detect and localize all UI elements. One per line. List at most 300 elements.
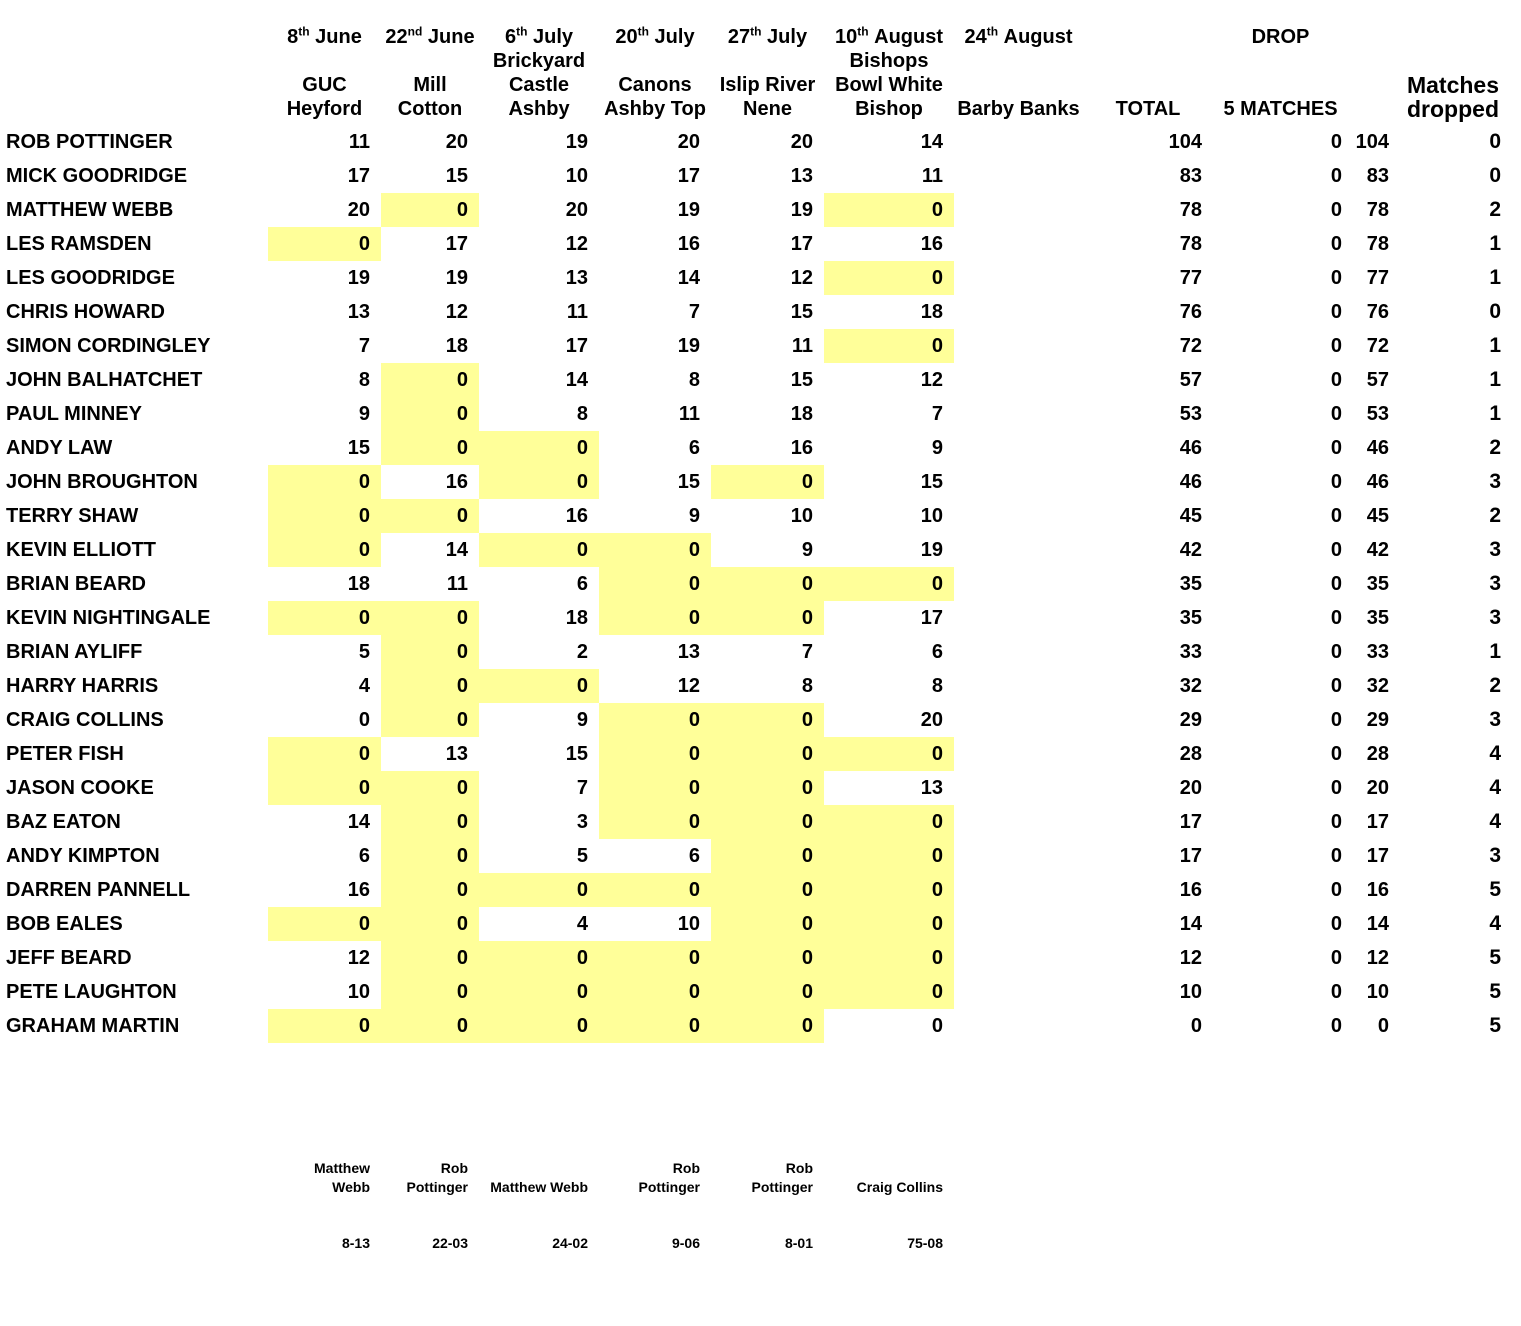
score-cell[interactable]: 2 <box>576 641 588 663</box>
five-matches-cell[interactable]: 0 <box>1330 913 1342 935</box>
empty-cell[interactable] <box>954 193 1083 227</box>
empty-cell[interactable] <box>954 125 1083 159</box>
score-cell[interactable]: 16 <box>920 233 943 255</box>
matches-dropped-cell[interactable]: 1 <box>1489 334 1501 357</box>
player-name[interactable]: LES RAMSDEN <box>6 233 152 255</box>
score-cell-dropped[interactable]: 0 <box>824 567 954 601</box>
empty-cell[interactable] <box>954 431 1083 465</box>
score-cell-dropped[interactable]: 0 <box>824 873 954 907</box>
player-name[interactable]: TERRY SHAW <box>6 505 139 527</box>
five-matches-cell[interactable]: 0 <box>1330 131 1342 153</box>
score-cell-dropped[interactable]: 0 <box>479 873 599 907</box>
player-name[interactable]: ROB POTTINGER <box>6 131 173 153</box>
score-cell[interactable]: 8 <box>688 369 700 391</box>
five-matches-cell[interactable]: 0 <box>1330 777 1342 799</box>
score-cell[interactable]: 10 <box>790 505 813 527</box>
matches-dropped-cell[interactable]: 3 <box>1489 844 1501 867</box>
score-cell-dropped[interactable]: 0 <box>824 329 954 363</box>
five-matches-cell[interactable]: 0 <box>1330 471 1342 493</box>
after-drop-cell[interactable]: 42 <box>1366 539 1389 561</box>
matches-dropped-cell[interactable]: 5 <box>1489 946 1501 969</box>
after-drop-cell[interactable]: 57 <box>1366 369 1389 391</box>
total-cell[interactable]: 33 <box>1179 641 1202 663</box>
after-drop-cell[interactable]: 17 <box>1366 845 1389 867</box>
score-cell[interactable]: 6 <box>688 437 700 459</box>
score-cell[interactable]: 11 <box>348 131 370 153</box>
player-name[interactable]: CRAIG COLLINS <box>6 709 164 731</box>
score-cell-dropped[interactable]: 0 <box>711 737 824 771</box>
score-cell-dropped[interactable]: 0 <box>268 465 381 499</box>
score-cell[interactable]: 3 <box>576 811 588 833</box>
header-col-august-24[interactable] <box>954 25 1083 125</box>
score-cell-dropped[interactable]: 0 <box>381 771 479 805</box>
total-cell[interactable]: 104 <box>1168 131 1202 153</box>
player-name[interactable]: JASON COOKE <box>6 777 154 799</box>
empty-cell[interactable] <box>954 737 1083 771</box>
score-cell-dropped[interactable]: 0 <box>381 941 479 975</box>
score-cell-dropped[interactable]: 0 <box>381 873 479 907</box>
score-cell-dropped[interactable]: 0 <box>479 431 599 465</box>
score-cell[interactable]: 17 <box>920 607 943 629</box>
five-matches-cell[interactable]: 0 <box>1330 845 1342 867</box>
after-drop-cell[interactable]: 78 <box>1366 199 1389 221</box>
score-cell[interactable]: 20 <box>565 199 588 221</box>
score-cell[interactable]: 10 <box>565 165 588 187</box>
score-cell-dropped[interactable]: 0 <box>711 941 824 975</box>
score-cell[interactable]: 6 <box>931 641 943 663</box>
matches-dropped-cell[interactable]: 5 <box>1489 980 1501 1003</box>
score-cell-dropped[interactable]: 0 <box>599 975 711 1009</box>
total-cell[interactable]: 14 <box>1179 913 1202 935</box>
score-cell[interactable]: 12 <box>445 301 468 323</box>
total-cell[interactable]: 46 <box>1179 437 1202 459</box>
empty-cell[interactable] <box>954 261 1083 295</box>
matches-dropped-cell[interactable]: 5 <box>1489 1014 1501 1037</box>
score-cell-dropped[interactable]: 0 <box>824 261 954 295</box>
player-name[interactable]: BOB EALES <box>6 913 123 935</box>
score-cell[interactable]: 9 <box>801 539 813 561</box>
total-cell[interactable]: 10 <box>1179 981 1202 1003</box>
empty-cell[interactable] <box>954 805 1083 839</box>
score-cell-dropped[interactable]: 0 <box>381 635 479 669</box>
total-cell[interactable]: 78 <box>1179 199 1202 221</box>
empty-cell[interactable] <box>954 533 1083 567</box>
score-cell-dropped[interactable]: 0 <box>479 669 599 703</box>
score-cell[interactable]: 19 <box>790 199 813 221</box>
score-cell[interactable]: 19 <box>920 539 943 561</box>
score-cell-dropped[interactable]: 0 <box>711 465 824 499</box>
matches-dropped-cell[interactable]: 3 <box>1489 470 1501 493</box>
score-cell[interactable]: 6 <box>688 845 700 867</box>
player-name[interactable]: HARRY HARRIS <box>6 675 159 697</box>
player-name[interactable]: LES GOODRIDGE <box>6 267 175 289</box>
score-cell[interactable]: 0 <box>358 709 370 731</box>
player-name[interactable]: PAUL MINNEY <box>6 403 142 425</box>
player-name[interactable]: BRIAN BEARD <box>6 573 146 595</box>
five-matches-cell[interactable]: 0 <box>1330 573 1342 595</box>
after-drop-cell[interactable]: 46 <box>1366 437 1389 459</box>
matches-dropped-cell[interactable]: 0 <box>1489 164 1501 187</box>
matches-dropped-cell[interactable]: 3 <box>1489 708 1501 731</box>
score-cell[interactable]: 14 <box>565 369 588 391</box>
player-name[interactable]: KEVIN ELLIOTT <box>6 539 156 561</box>
player-name[interactable]: MICK GOODRIDGE <box>6 165 188 187</box>
score-cell[interactable]: 9 <box>576 709 588 731</box>
score-cell-dropped[interactable]: 0 <box>824 975 954 1009</box>
score-cell[interactable]: 18 <box>790 403 813 425</box>
player-name[interactable]: SIMON CORDINGLEY <box>6 335 211 357</box>
score-cell-dropped[interactable]: 0 <box>381 1009 479 1043</box>
player-name[interactable]: PETE LAUGHTON <box>6 981 177 1003</box>
score-cell-dropped[interactable]: 0 <box>381 601 479 635</box>
empty-cell[interactable] <box>954 839 1083 873</box>
empty-cell[interactable] <box>954 363 1083 397</box>
score-cell[interactable]: 12 <box>347 947 370 969</box>
total-cell[interactable]: 32 <box>1179 675 1202 697</box>
score-cell[interactable]: 13 <box>677 641 700 663</box>
score-cell-dropped[interactable]: 0 <box>824 193 954 227</box>
score-cell[interactable]: 13 <box>445 743 468 765</box>
score-cell[interactable]: 17 <box>565 335 588 357</box>
score-cell[interactable]: 15 <box>790 301 813 323</box>
score-cell-dropped[interactable]: 0 <box>268 227 381 261</box>
score-cell[interactable]: 15 <box>920 471 943 493</box>
score-cell-dropped[interactable]: 0 <box>711 771 824 805</box>
score-cell[interactable]: 16 <box>445 471 468 493</box>
after-drop-cell[interactable]: 14 <box>1366 913 1389 935</box>
header-col-total[interactable] <box>1083 25 1213 125</box>
score-cell[interactable]: 19 <box>677 335 700 357</box>
score-cell-dropped[interactable]: 0 <box>381 907 479 941</box>
header-col-5-matches[interactable] <box>1213 25 1348 125</box>
empty-cell[interactable] <box>954 499 1083 533</box>
score-cell[interactable]: 16 <box>347 879 370 901</box>
matches-dropped-cell[interactable]: 1 <box>1489 640 1501 663</box>
empty-cell[interactable] <box>954 703 1083 737</box>
score-cell[interactable]: 10 <box>347 981 370 1003</box>
score-cell[interactable]: 16 <box>677 233 700 255</box>
score-cell-dropped[interactable]: 0 <box>479 465 599 499</box>
matches-dropped-cell[interactable]: 4 <box>1489 912 1501 935</box>
five-matches-cell[interactable]: 0 <box>1330 301 1342 323</box>
total-cell[interactable]: 45 <box>1179 505 1202 527</box>
score-cell-dropped[interactable]: 0 <box>268 499 381 533</box>
score-cell[interactable]: 18 <box>565 607 588 629</box>
score-cell-dropped[interactable]: 0 <box>268 1009 381 1043</box>
empty-cell[interactable] <box>954 771 1083 805</box>
score-cell-dropped[interactable]: 0 <box>599 805 711 839</box>
score-cell[interactable]: 20 <box>347 199 370 221</box>
score-cell[interactable]: 6 <box>358 845 370 867</box>
player-name[interactable]: PETER FISH <box>6 743 124 765</box>
empty-cell[interactable] <box>954 159 1083 193</box>
after-drop-cell[interactable]: 35 <box>1366 607 1389 629</box>
score-cell[interactable]: 11 <box>791 335 813 357</box>
score-cell[interactable]: 20 <box>790 131 813 153</box>
empty-cell[interactable] <box>954 227 1083 261</box>
score-cell[interactable]: 14 <box>677 267 700 289</box>
score-cell[interactable]: 20 <box>677 131 700 153</box>
score-cell[interactable]: 5 <box>358 641 370 663</box>
five-matches-cell[interactable]: 0 <box>1330 981 1342 1003</box>
score-cell[interactable]: 13 <box>920 777 943 799</box>
header-col-june-22[interactable] <box>381 25 479 125</box>
player-name[interactable]: ANDY LAW <box>6 437 113 459</box>
after-drop-cell[interactable]: 46 <box>1366 471 1389 493</box>
player-name[interactable]: JOHN BROUGHTON <box>6 471 198 493</box>
score-cell-dropped[interactable]: 0 <box>381 703 479 737</box>
player-name[interactable]: MATTHEW WEBB <box>6 199 174 221</box>
matches-dropped-cell[interactable]: 0 <box>1489 300 1501 323</box>
empty-cell[interactable] <box>954 873 1083 907</box>
score-cell-dropped[interactable]: 0 <box>381 975 479 1009</box>
score-cell-dropped[interactable]: 0 <box>711 975 824 1009</box>
matches-dropped-cell[interactable]: 1 <box>1489 402 1501 425</box>
score-cell[interactable]: 7 <box>931 403 943 425</box>
empty-cell[interactable] <box>954 397 1083 431</box>
total-cell[interactable]: 17 <box>1179 811 1202 833</box>
score-cell[interactable]: 8 <box>576 403 588 425</box>
five-matches-cell[interactable]: 0 <box>1330 811 1342 833</box>
after-drop-cell[interactable]: 12 <box>1366 947 1389 969</box>
empty-cell[interactable] <box>954 669 1083 703</box>
empty-cell[interactable] <box>954 567 1083 601</box>
after-drop-cell[interactable]: 45 <box>1366 505 1389 527</box>
total-cell[interactable]: 29 <box>1179 709 1202 731</box>
score-cell[interactable]: 7 <box>576 777 588 799</box>
total-cell[interactable]: 35 <box>1179 573 1202 595</box>
score-cell[interactable]: 12 <box>677 675 700 697</box>
five-matches-cell[interactable]: 0 <box>1330 675 1342 697</box>
total-cell[interactable]: 16 <box>1179 879 1202 901</box>
after-drop-cell[interactable]: 72 <box>1366 335 1389 357</box>
after-drop-cell[interactable]: 17 <box>1366 811 1389 833</box>
player-name[interactable]: CHRIS HOWARD <box>6 301 165 323</box>
matches-dropped-cell[interactable]: 3 <box>1489 572 1501 595</box>
after-drop-cell[interactable]: 78 <box>1366 233 1389 255</box>
score-cell[interactable]: 15 <box>347 437 370 459</box>
five-matches-cell[interactable]: 0 <box>1330 199 1342 221</box>
five-matches-cell[interactable]: 0 <box>1330 233 1342 255</box>
empty-cell[interactable] <box>954 941 1083 975</box>
score-cell[interactable]: 0 <box>931 1015 943 1037</box>
after-drop-cell[interactable]: 16 <box>1366 879 1389 901</box>
score-cell-dropped[interactable]: 0 <box>268 737 381 771</box>
score-cell-dropped[interactable]: 0 <box>711 1009 824 1043</box>
score-cell-dropped[interactable]: 0 <box>381 363 479 397</box>
player-name[interactable]: KEVIN NIGHTINGALE <box>6 607 211 629</box>
score-cell-dropped[interactable]: 0 <box>824 805 954 839</box>
score-cell-dropped[interactable]: 0 <box>381 431 479 465</box>
score-cell[interactable]: 15 <box>565 743 588 765</box>
score-cell-dropped[interactable]: 0 <box>599 601 711 635</box>
score-cell[interactable]: 9 <box>931 437 943 459</box>
matches-dropped-cell[interactable]: 1 <box>1489 232 1501 255</box>
empty-cell[interactable] <box>954 465 1083 499</box>
score-cell[interactable]: 14 <box>347 811 370 833</box>
score-cell-dropped[interactable]: 0 <box>824 907 954 941</box>
matches-dropped-cell[interactable]: 5 <box>1489 878 1501 901</box>
total-cell[interactable]: 28 <box>1179 743 1202 765</box>
score-cell-dropped[interactable]: 0 <box>599 1009 711 1043</box>
matches-dropped-cell[interactable]: 0 <box>1489 130 1501 153</box>
after-drop-cell[interactable]: 32 <box>1366 675 1389 697</box>
score-cell[interactable]: 4 <box>358 675 370 697</box>
score-cell-dropped[interactable]: 0 <box>711 703 824 737</box>
after-drop-cell[interactable]: 33 <box>1366 641 1389 663</box>
total-cell[interactable]: 76 <box>1179 301 1202 323</box>
header-col-july-27[interactable] <box>711 25 824 125</box>
matches-dropped-cell[interactable]: 2 <box>1489 504 1501 527</box>
five-matches-cell[interactable]: 0 <box>1330 641 1342 663</box>
score-cell[interactable]: 9 <box>358 403 370 425</box>
header-col-matches-dropped[interactable] <box>1393 25 1513 125</box>
score-cell[interactable]: 20 <box>920 709 943 731</box>
score-cell[interactable]: 17 <box>347 165 370 187</box>
empty-cell[interactable] <box>954 295 1083 329</box>
five-matches-cell[interactable]: 0 <box>1330 437 1342 459</box>
matches-dropped-cell[interactable]: 4 <box>1489 776 1501 799</box>
total-cell[interactable]: 57 <box>1179 369 1202 391</box>
score-cell[interactable]: 18 <box>445 335 468 357</box>
score-cell[interactable]: 8 <box>801 675 813 697</box>
score-cell[interactable]: 16 <box>790 437 813 459</box>
player-name[interactable]: BRIAN AYLIFF <box>6 641 143 663</box>
total-cell[interactable]: 42 <box>1179 539 1202 561</box>
score-cell[interactable]: 19 <box>565 131 588 153</box>
score-cell[interactable]: 20 <box>445 131 468 153</box>
score-cell[interactable]: 13 <box>790 165 813 187</box>
score-cell[interactable]: 6 <box>576 573 588 595</box>
score-cell-dropped[interactable]: 0 <box>599 771 711 805</box>
score-cell[interactable]: 13 <box>347 301 370 323</box>
score-cell-dropped[interactable]: 0 <box>599 737 711 771</box>
after-drop-cell[interactable]: 28 <box>1366 743 1389 765</box>
score-cell-dropped[interactable]: 0 <box>381 193 479 227</box>
total-cell[interactable]: 46 <box>1179 471 1202 493</box>
score-cell[interactable]: 7 <box>801 641 813 663</box>
empty-cell[interactable] <box>954 635 1083 669</box>
total-cell[interactable]: 78 <box>1179 233 1202 255</box>
score-cell[interactable]: 17 <box>677 165 700 187</box>
total-cell[interactable]: 0 <box>1190 1015 1202 1037</box>
five-matches-cell[interactable]: 0 <box>1330 369 1342 391</box>
matches-dropped-cell[interactable]: 1 <box>1489 266 1501 289</box>
score-cell[interactable]: 8 <box>358 369 370 391</box>
score-cell[interactable]: 11 <box>566 301 588 323</box>
score-cell[interactable]: 12 <box>565 233 588 255</box>
empty-cell[interactable] <box>954 329 1083 363</box>
player-name[interactable]: JEFF BEARD <box>6 947 132 969</box>
matches-dropped-cell[interactable]: 2 <box>1489 198 1501 221</box>
five-matches-cell[interactable]: 0 <box>1330 879 1342 901</box>
score-cell[interactable]: 15 <box>445 165 468 187</box>
score-cell-dropped[interactable]: 0 <box>381 839 479 873</box>
matches-dropped-cell[interactable]: 3 <box>1489 606 1501 629</box>
score-cell-dropped[interactable]: 0 <box>268 771 381 805</box>
player-name[interactable]: BAZ EATON <box>6 811 121 833</box>
after-drop-cell[interactable]: 35 <box>1366 573 1389 595</box>
score-cell[interactable]: 5 <box>576 845 588 867</box>
score-cell-dropped[interactable]: 0 <box>599 533 711 567</box>
after-drop-cell[interactable]: 104 <box>1355 131 1389 153</box>
score-cell-dropped[interactable]: 0 <box>599 567 711 601</box>
score-cell[interactable]: 7 <box>688 301 700 323</box>
empty-cell[interactable] <box>954 907 1083 941</box>
score-cell[interactable]: 19 <box>347 267 370 289</box>
total-cell[interactable]: 53 <box>1179 403 1202 425</box>
score-cell[interactable]: 8 <box>931 675 943 697</box>
score-cell-dropped[interactable]: 0 <box>711 907 824 941</box>
total-cell[interactable]: 17 <box>1179 845 1202 867</box>
header-col-july-20[interactable] <box>599 25 711 125</box>
score-cell[interactable]: 11 <box>446 573 468 595</box>
score-cell-dropped[interactable]: 0 <box>268 907 381 941</box>
score-cell[interactable]: 17 <box>790 233 813 255</box>
score-cell[interactable]: 18 <box>920 301 943 323</box>
score-cell[interactable]: 18 <box>347 573 370 595</box>
header-col-june-8[interactable] <box>268 25 381 125</box>
player-name[interactable]: JOHN BALHATCHET <box>6 369 203 391</box>
score-cell[interactable]: 14 <box>445 539 468 561</box>
score-cell-dropped[interactable]: 0 <box>268 601 381 635</box>
after-drop-cell[interactable]: 77 <box>1366 267 1389 289</box>
score-cell-dropped[interactable]: 0 <box>381 397 479 431</box>
five-matches-cell[interactable]: 0 <box>1330 539 1342 561</box>
after-drop-cell[interactable]: 20 <box>1366 777 1389 799</box>
header-col-july-6[interactable] <box>479 25 599 125</box>
matches-dropped-cell[interactable]: 4 <box>1489 742 1501 765</box>
total-cell[interactable]: 12 <box>1179 947 1202 969</box>
five-matches-cell[interactable]: 0 <box>1330 267 1342 289</box>
score-cell-dropped[interactable]: 0 <box>599 873 711 907</box>
player-name[interactable]: DARREN PANNELL <box>6 879 191 901</box>
score-cell[interactable]: 12 <box>920 369 943 391</box>
score-cell-dropped[interactable]: 0 <box>381 499 479 533</box>
total-cell[interactable]: 83 <box>1179 165 1202 187</box>
score-cell[interactable]: 7 <box>358 335 370 357</box>
matches-dropped-cell[interactable]: 2 <box>1489 674 1501 697</box>
score-cell-dropped[interactable]: 0 <box>711 805 824 839</box>
score-cell-dropped[interactable]: 0 <box>711 839 824 873</box>
score-cell-dropped[interactable]: 0 <box>824 941 954 975</box>
score-cell-dropped[interactable]: 0 <box>711 873 824 907</box>
score-cell[interactable]: 9 <box>688 505 700 527</box>
score-cell[interactable]: 13 <box>565 267 588 289</box>
five-matches-cell[interactable]: 0 <box>1330 335 1342 357</box>
score-cell[interactable]: 10 <box>920 505 943 527</box>
score-cell[interactable]: 17 <box>445 233 468 255</box>
score-cell-dropped[interactable]: 0 <box>381 669 479 703</box>
matches-dropped-cell[interactable]: 4 <box>1489 810 1501 833</box>
after-drop-cell[interactable]: 29 <box>1366 709 1389 731</box>
score-cell[interactable]: 11 <box>921 165 943 187</box>
score-cell-dropped[interactable]: 0 <box>711 567 824 601</box>
total-cell[interactable]: 77 <box>1179 267 1202 289</box>
five-matches-cell[interactable]: 0 <box>1330 165 1342 187</box>
score-cell[interactable]: 12 <box>790 267 813 289</box>
score-cell[interactable]: 14 <box>920 131 943 153</box>
five-matches-cell[interactable]: 0 <box>1330 607 1342 629</box>
matches-dropped-cell[interactable]: 2 <box>1489 436 1501 459</box>
score-cell-dropped[interactable]: 0 <box>599 703 711 737</box>
after-drop-cell[interactable]: 76 <box>1366 301 1389 323</box>
score-cell[interactable]: 16 <box>565 505 588 527</box>
total-cell[interactable]: 72 <box>1179 335 1202 357</box>
score-cell[interactable]: 19 <box>445 267 468 289</box>
score-cell[interactable]: 11 <box>678 403 700 425</box>
score-cell-dropped[interactable]: 0 <box>599 941 711 975</box>
